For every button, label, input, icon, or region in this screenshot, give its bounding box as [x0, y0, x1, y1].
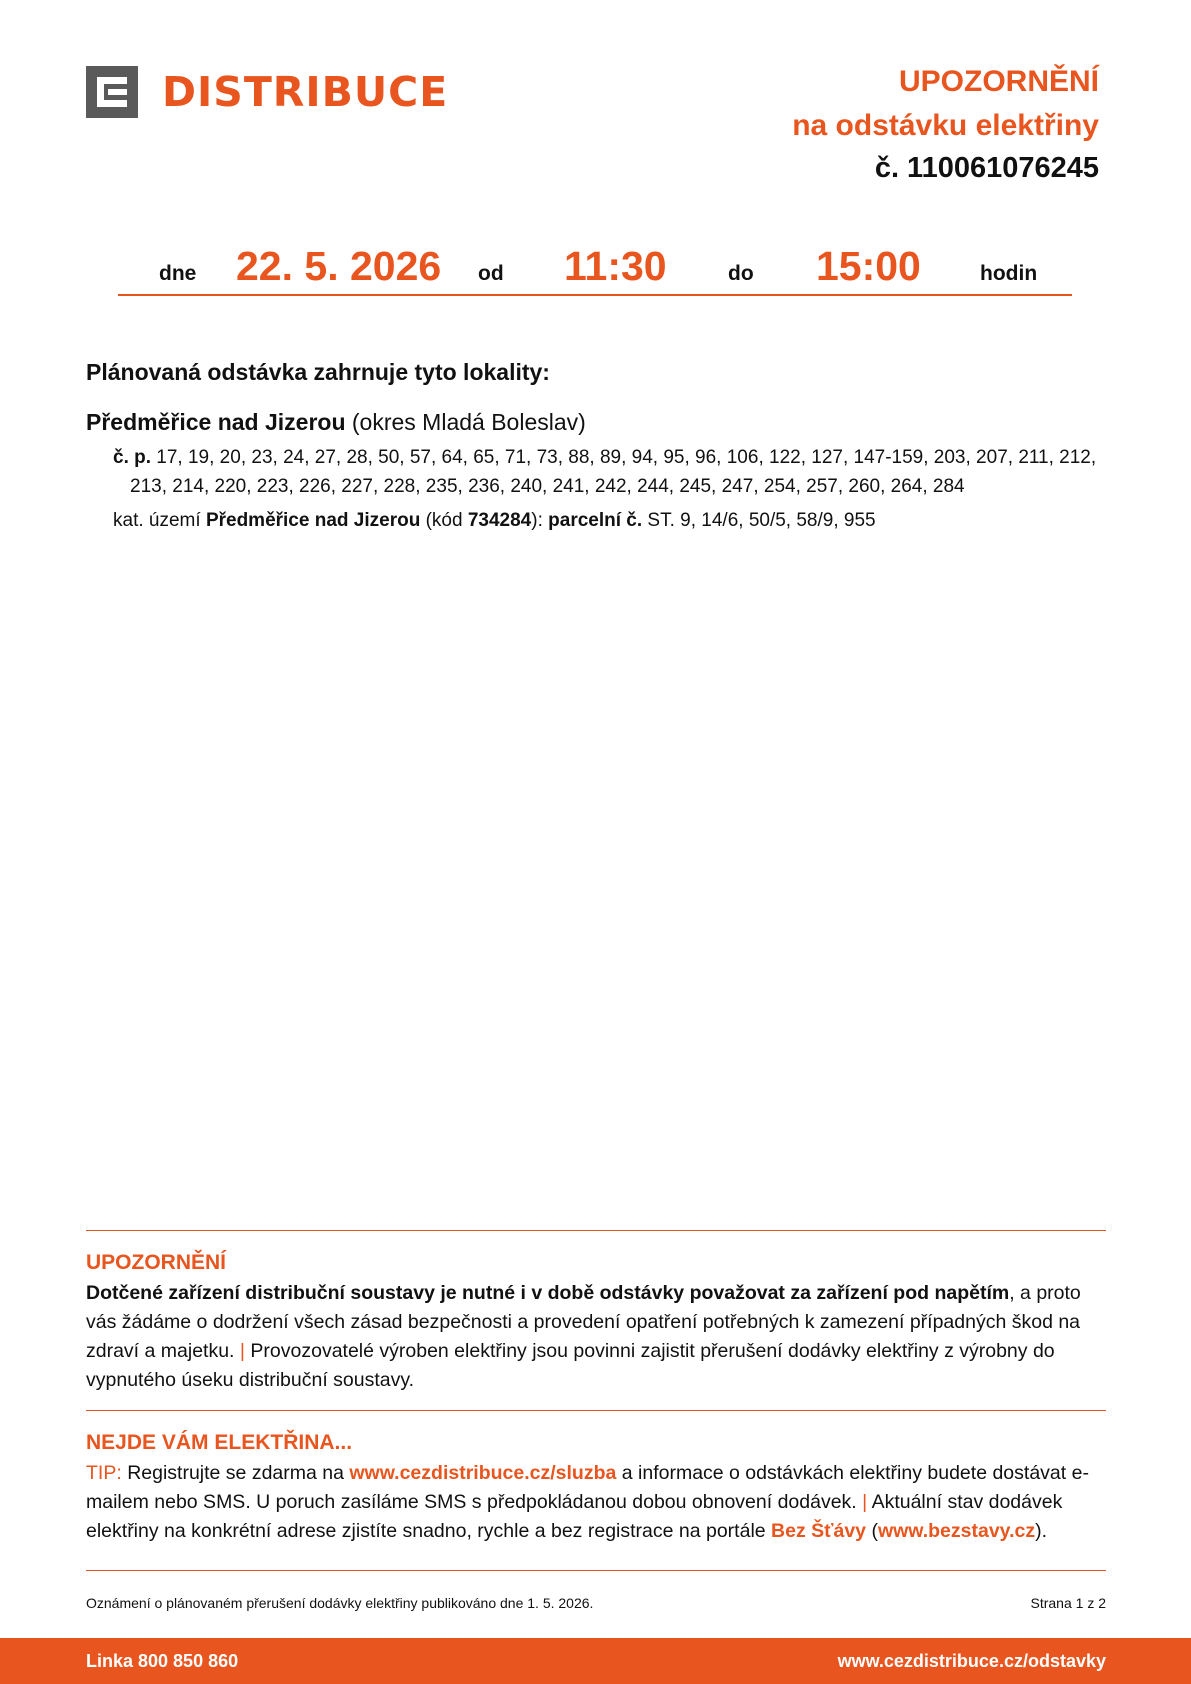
paren-close: ). — [1035, 1520, 1048, 1542]
cadastral-code: 734284 — [467, 510, 532, 531]
start-time: 11:30 — [564, 243, 667, 289]
cadastral-area — [113, 508, 876, 534]
divider — [86, 1570, 1106, 1571]
cadastral-code-open: (kód — [425, 510, 463, 531]
outages-website-link[interactable]: www.cezdistribuce.cz/odstavky — [837, 1651, 1106, 1671]
parcel-numbers: ST. 9, 14/6, 50/5, 58/9, 955 — [647, 510, 876, 531]
to-label: do — [728, 262, 754, 285]
divider — [86, 1230, 1106, 1231]
footer-bar — [0, 1638, 1191, 1684]
paren-open: ( — [871, 1520, 878, 1542]
warning-bold-text: Dotčené zařízení distribuční soustavy je nutné i v době odstávky považovat za zařízení pod napětím — [86, 1282, 1010, 1304]
tip-text-3: Aktuální stav dodávek elektřiny na konkrétní adrese zjistíte snadno, rychle a bez registrace na portále — [86, 1491, 1063, 1542]
no-power-title: NEJDE VÁM ELEKTŘINA... — [86, 1431, 353, 1454]
warning-text — [86, 1279, 1111, 1395]
registration-link[interactable]: www.cezdistribuce.cz/sluzba — [349, 1462, 617, 1484]
house-numbers-list: 17, 19, 20, 23, 24, 27, 28, 50, 57, 64, 65, 71, 73, 88, 89, 94, 95, 96, 106, 122, 127, 147-159, 203, 207, 211, 212, 213, 214, 220, 223, 226, 227, 228, 235, 236, 240, 241, 242, 244, 245, 247, 254, 257, 260, 264, 284 — [130, 447, 1097, 497]
cez-logo-icon — [86, 66, 138, 118]
place-district: (okres Mladá Boleslav) — [351, 409, 586, 435]
warning-title: UPOZORNĚNÍ — [86, 1251, 227, 1274]
cadastral-name: Předměřice nad Jizerou — [205, 510, 421, 531]
outage-date: 22. 5. 2026 — [236, 243, 442, 289]
from-label: od — [478, 262, 504, 285]
notice-title: UPOZORNĚNÍ — [898, 65, 1099, 98]
end-time: 15:00 — [816, 243, 921, 289]
parcel-label: parcelní č. — [548, 510, 643, 531]
logo-text: DISTRIBUCE — [162, 68, 449, 116]
tip-text-1: Registrujte se zdarma na — [127, 1462, 344, 1484]
house-numbers-label: č. p. — [113, 447, 152, 468]
localities-title: Plánovaná odstávka zahrnuje tyto lokality: — [86, 359, 550, 385]
notice-heading — [792, 60, 1099, 188]
place-heading — [86, 409, 586, 436]
date-label: dne — [159, 262, 197, 285]
notice-number: č. 110061076245 — [874, 152, 1099, 184]
separator: | — [862, 1491, 868, 1513]
cadastral-code-close: ): — [531, 510, 543, 531]
separator: | — [239, 1340, 245, 1362]
bezstavy-link[interactable]: www.bezstavy.cz — [877, 1520, 1036, 1542]
publication-note: Oznámení o plánovaném přerušení dodávky elektřiny publikováno dne 1. 5. 2026. — [86, 1595, 594, 1611]
tip-label: TIP: — [86, 1462, 122, 1484]
no-power-text — [86, 1459, 1111, 1546]
notice-subtitle: na odstávku elektřiny — [792, 109, 1099, 142]
company-logo — [86, 66, 448, 118]
cadastral-prefix: kat. území — [113, 510, 201, 531]
hours-label: hodin — [980, 262, 1038, 285]
hotline[interactable]: Linka 800 850 860 — [86, 1651, 239, 1671]
warning-text-2: Provozovatelé výroben elektřiny jsou povinni zajistit přerušení dodávky elektřiny z výrobny do vypnutého úseku distribuční soustavy. — [86, 1340, 1055, 1391]
tip-text-2: a informace o odstávkách elektřiny budete dostávat e-mailem nebo SMS. U poruch zasíláme SMS s předpokládanou dobou obnovení dodávek. — [86, 1462, 1089, 1513]
outage-schedule — [118, 236, 1072, 296]
place-name: Předměřice nad Jizerou — [86, 409, 346, 435]
page-number: Strana 1 z 2 — [1030, 1595, 1106, 1611]
portal-name: Bez Šťávy — [771, 1520, 867, 1542]
warning-text-1: , a proto vás žádáme o dodržení všech zásad bezpečnosti a provedení opatření potřebných k zamezení případných škod na zdraví a majetku. — [86, 1282, 1081, 1362]
house-numbers — [113, 443, 1108, 501]
divider — [86, 1410, 1106, 1411]
